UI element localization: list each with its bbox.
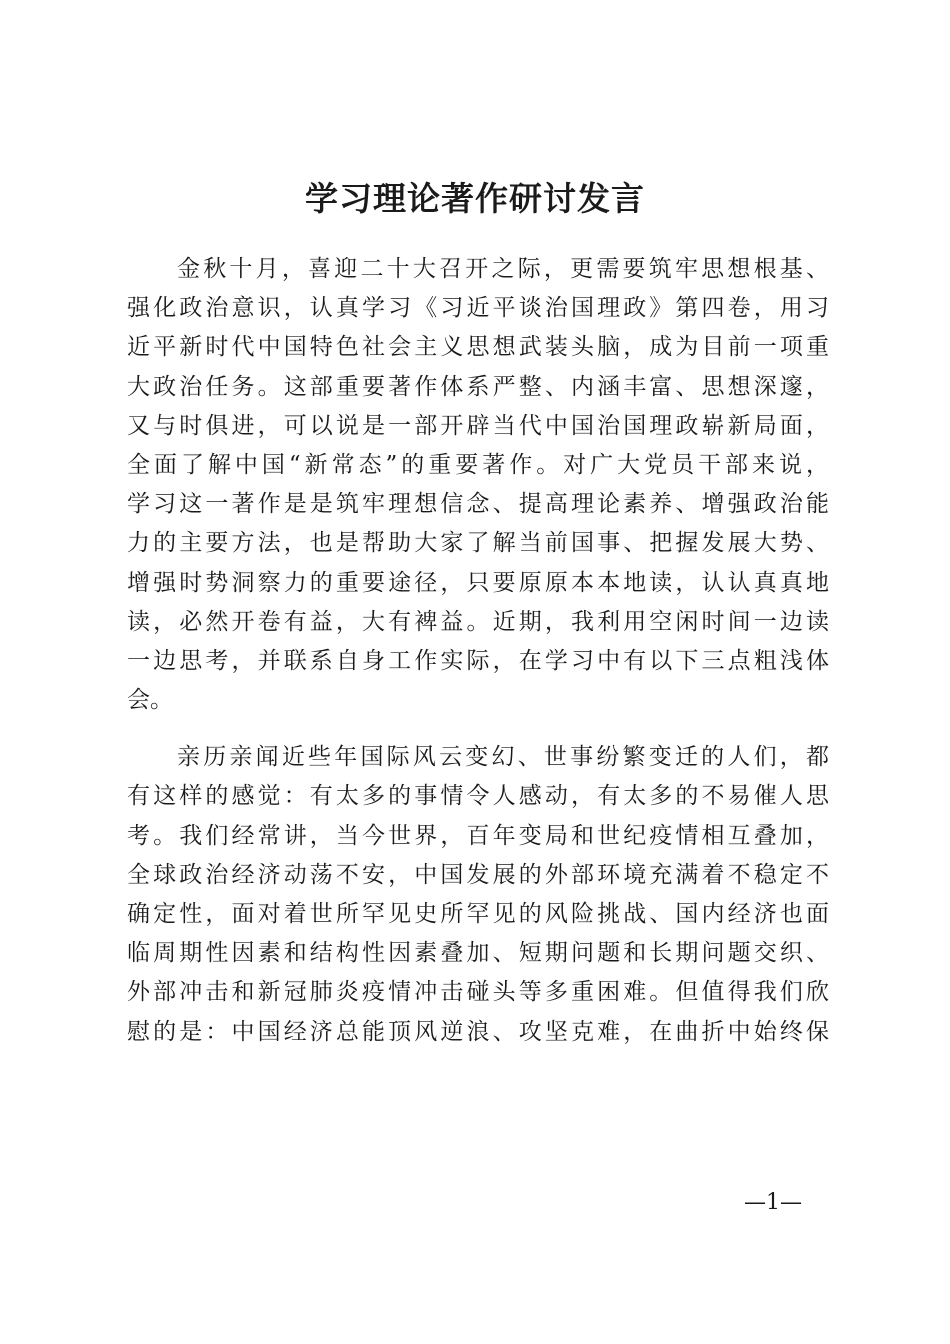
- text-line: 全面了解中国“新常态”的重要著作。对广大党员干部来说，: [127, 451, 829, 478]
- text-line: 有这样的感觉：有太多的事情令人感动，有太多的不易催人思: [127, 783, 829, 810]
- text-line: 金秋十月，喜迎二十大召开之际，更需要筑牢思想根基、: [177, 256, 829, 282]
- text-line: 读，必然开卷有益，大有裨益。近期，我利用空闲时间一边读: [127, 608, 829, 635]
- text-line: 近平新时代中国特色社会主义思想武装头脑，成为目前一项重: [127, 334, 829, 361]
- text-line: 会。: [127, 687, 173, 714]
- text-line: 考。我们经常讲，当今世界，百年变局和世纪疫情相互叠加，: [127, 822, 829, 849]
- text-line: 临周期性因素和结构性因素叠加、短期问题和长期问题交织、: [127, 940, 829, 967]
- text-line: 慰的是：中国经济总能顶风逆浪、攻坚克难，在曲折中始终保: [127, 1018, 829, 1045]
- text-line: 力的主要方法，也是帮助大家了解当前国事、把握发展大势、: [127, 530, 829, 557]
- text-line: 增强时势洞察力的重要途径，只要原原本本地读，认认真真地: [127, 569, 829, 596]
- document-title: 学习理论著作研讨发言: [305, 179, 645, 218]
- text-line: 确定性，面对着世所罕见史所罕见的风险挑战、国内经济也面: [127, 901, 829, 927]
- text-line: 一边思考，并联系自身工作实际，在学习中有以下三点粗浅体: [127, 647, 829, 674]
- text-line: 全球政治经济动荡不安，中国发展的外部环境充满着不稳定不: [127, 861, 829, 888]
- paragraph-gap: [127, 720, 829, 738]
- text-line: 亲历亲闻近些年国际风云变幻、世事纷繁变迁的人们，都: [177, 744, 829, 771]
- document-body: [127, 250, 829, 1052]
- text-line: 强化政治意识，认真学习《习近平谈治国理政》第四卷，用习: [127, 295, 829, 322]
- paragraph-1: [127, 250, 829, 720]
- page-number: —1—: [744, 1190, 802, 1215]
- text-line: 外部冲击和新冠肺炎疫情冲击碰头等多重困难。但值得我们欣: [127, 979, 829, 1006]
- paragraph-2: [127, 738, 829, 1052]
- text-line: 又与时俱进，可以说是一部开辟当代中国治国理政崭新局面，: [127, 412, 829, 439]
- text-line: 学习这一著作是是筑牢理想信念、提高理论素养、增强政治能: [127, 491, 829, 518]
- text-line: 大政治任务。这部重要著作体系严整、内涵丰富、思想深邃，: [127, 373, 829, 400]
